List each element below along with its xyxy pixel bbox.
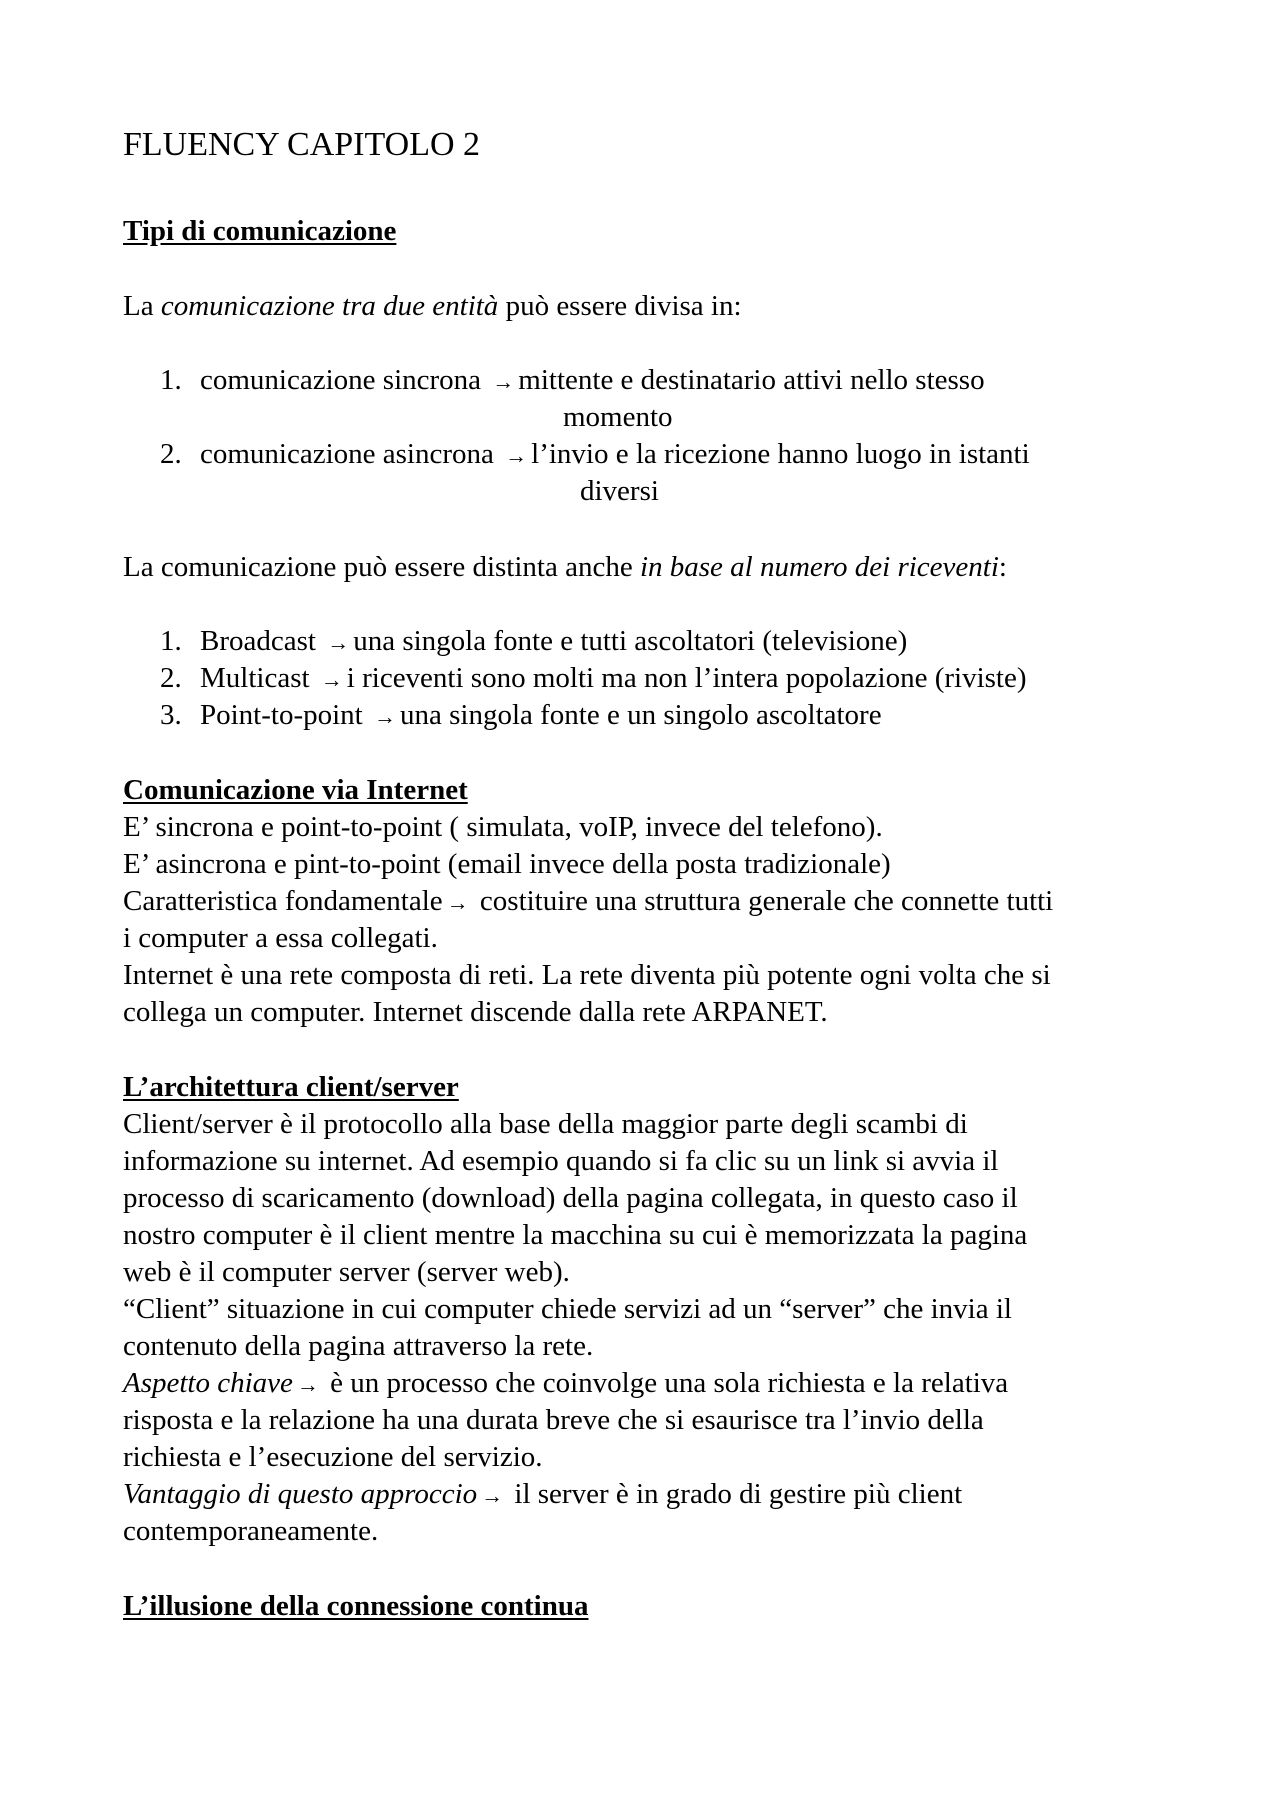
document-title: FLUENCY CAPITOLO 2 xyxy=(123,126,481,163)
text-line: informazione su internet. Ad esempio quando si fa clic su un link si avvia il xyxy=(123,1145,999,1177)
text-line: i computer a essa collegati. xyxy=(123,922,438,954)
list-item-sincrona: comunicazione sincrona → mittente e destinatario attivi nello stesso xyxy=(200,364,985,396)
heading-comunicazione-via-internet: Comunicazione via Internet xyxy=(123,774,468,806)
list-item-multicast: Multicast → i riceventi sono molti ma non l’intera popolazione (riviste) xyxy=(200,662,1027,694)
list-item-continuation: momento xyxy=(563,401,673,433)
heading-illusione-connessione-continua: L’illusione della connessione continua xyxy=(123,1590,589,1622)
heading-tipi-di-comunicazione: Tipi di comunicazione xyxy=(123,215,397,247)
heading-architettura-client-server: L’architettura client/server xyxy=(123,1071,459,1103)
intro-paragraph: La comunicazione tra due entità può essere divisa in: xyxy=(123,290,742,322)
text-line: Caratteristica fondamentale → costituire una struttura generale che connette tutti xyxy=(123,885,1054,917)
arrow-icon: → xyxy=(481,1483,504,1508)
arrow-icon: → xyxy=(505,443,528,468)
text-line: richiesta e l’esecuzione del servizio. xyxy=(123,1441,543,1473)
text-line: risposta e la relazione ha una durata breve che si esaurisce tra l’invio della xyxy=(123,1404,984,1436)
arrow-icon: → xyxy=(320,667,343,692)
list-number: 1. xyxy=(160,364,182,396)
text-line: nostro computer è il client mentre la macchina su cui è memorizzata la pagina xyxy=(123,1219,1028,1251)
text-line: Vantaggio di questo approccio → il server è in grado di gestire più client xyxy=(123,1478,963,1510)
list-number: 2. xyxy=(160,662,182,694)
text-line: Internet è una rete composta di reti. La rete diventa più potente ogni volta che si xyxy=(123,959,1051,991)
arrow-icon: → xyxy=(492,369,515,394)
text-line: collega un computer. Internet discende dalla rete ARPANET. xyxy=(123,996,828,1028)
list-number: 2. xyxy=(160,438,182,470)
arrow-icon: → xyxy=(446,890,469,915)
text-line: E’ asincrona e pint-to-point (email invece della posta tradizionale) xyxy=(123,848,891,880)
text-line: processo di scaricamento (download) della pagina collegata, in questo caso il xyxy=(123,1182,1018,1214)
list-item-broadcast: Broadcast → una singola fonte e tutti ascoltatori (televisione) xyxy=(200,625,908,657)
list-item-asincrona: comunicazione asincrona → l’invio e la ricezione hanno luogo in istanti xyxy=(200,438,1030,470)
list-item-continuation: diversi xyxy=(580,475,659,507)
arrow-icon: → xyxy=(373,704,396,729)
text-line: E’ sincrona e point-to-point ( simulata, voIP, invece del telefono). xyxy=(123,811,883,843)
text-line: Aspetto chiave → è un processo che coinvolge una sola richiesta e la relativa xyxy=(123,1367,1009,1399)
list-number: 1. xyxy=(160,625,182,657)
intro2-paragraph: La comunicazione può essere distinta anche in base al numero dei riceventi: xyxy=(123,551,1007,583)
list-number: 3. xyxy=(160,699,182,731)
text-line: “Client” situazione in cui computer chiede servizi ad un “server” che invia il xyxy=(123,1293,1012,1325)
arrow-icon: → xyxy=(327,630,350,655)
text-line: contenuto della pagina attraverso la rete. xyxy=(123,1330,594,1362)
text-line: contemporaneamente. xyxy=(123,1515,379,1547)
list-item-point-to-point: Point-to-point → una singola fonte e un singolo ascoltatore xyxy=(200,699,882,731)
text-line: Client/server è il protocollo alla base della maggior parte degli scambi di xyxy=(123,1108,968,1140)
arrow-icon: → xyxy=(296,1372,319,1397)
text-line: web è il computer server (server web). xyxy=(123,1256,570,1288)
